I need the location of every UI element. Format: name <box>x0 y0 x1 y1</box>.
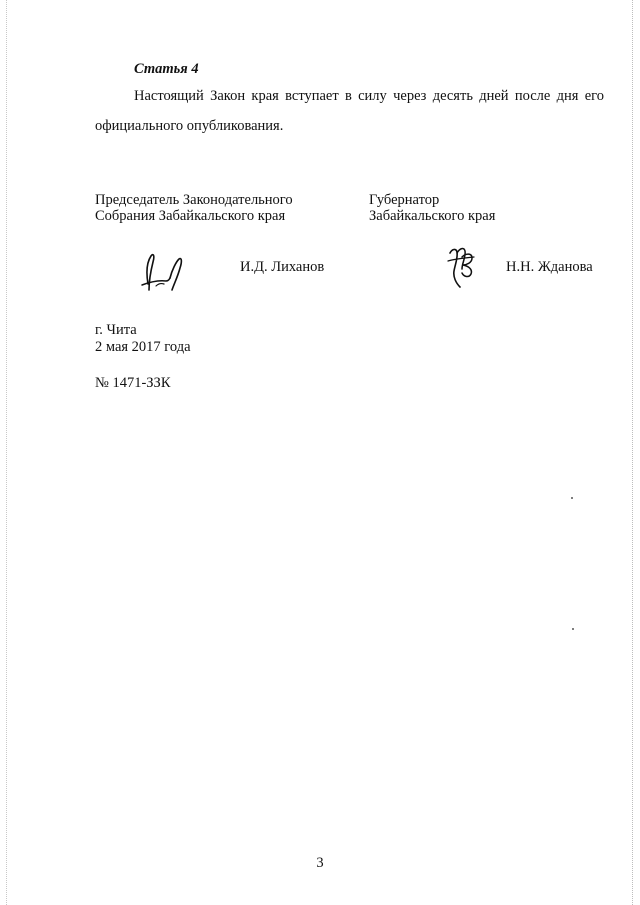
right-signatory-name: Н.Н. Жданова <box>506 259 593 275</box>
left-signatory-name: И.Д. Лиханов <box>240 259 325 275</box>
right-handwritten-signature <box>444 243 478 289</box>
law-number: № 1471-ЗЗК <box>95 375 171 391</box>
scan-speck <box>572 628 574 630</box>
right-signatory-title-line-2: Забайкальского края <box>369 208 496 224</box>
scan-speck <box>571 497 573 499</box>
article-text-line-1: Настоящий Закон края вступает в силу через десять дней после дня его <box>134 88 604 104</box>
scan-edge-left <box>6 0 7 905</box>
signing-date: 2 мая 2017 года <box>95 339 191 355</box>
right-signatory-title-line-1: Губернатор <box>369 192 440 208</box>
left-signatory-title-line-2: Собрания Забайкальского края <box>95 208 286 224</box>
scan-edge-right <box>632 0 633 905</box>
article-text-line-2: официального опубликования. <box>95 118 284 134</box>
signing-place: г. Чита <box>95 322 137 338</box>
left-handwritten-signature <box>136 250 188 296</box>
left-signatory-title-line-1: Председатель Законодательного <box>95 192 293 208</box>
article-heading: Статья 4 <box>134 61 199 77</box>
page-number: 3 <box>316 855 324 871</box>
